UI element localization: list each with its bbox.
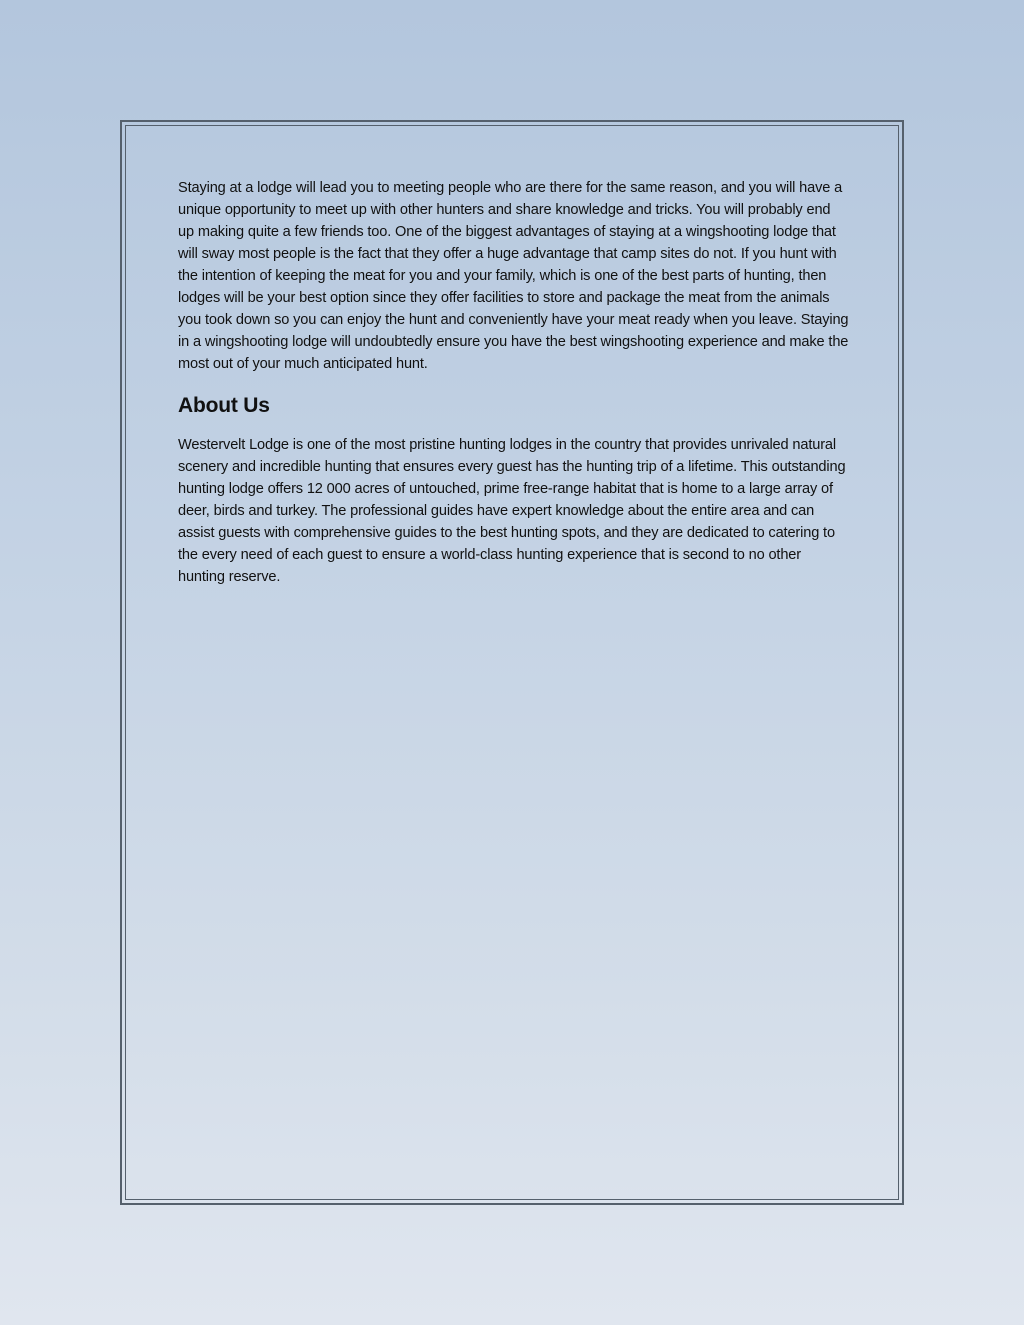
intro-paragraph: Staying at a lodge will lead you to meeting people who are there for the same reason, and you will have a unique opportunity to meet up with other hunters and share knowledge and tricks. You will probably end up making quite a few friends too. One of the biggest advantages of staying at a wingshooting lodge that will sway most people is the fact that they offer a huge advantage that camp sites do not. If you hunt with the intention of keeping the meat for you and your family, which is one of the best parts of hunting, then lodges will be your best option since they offer facilities to store and package the meat from the animals you took down so you can enjoy the hunt and conveniently have your meat ready when you leave. Staying in a wingshooting lodge will undoubtedly ensure you have the best wingshooting experience and make the most out of your much anticipated hunt.: [178, 180, 849, 372]
document-body: [178, 177, 850, 588]
about-us-heading: About Us: [178, 394, 270, 417]
about-us-paragraph: Westervelt Lodge is one of the most pristine hunting lodges in the country that provides unrivaled natural scenery and incredible hunting that ensures every guest has the hunting trip of a lifetime. This outstanding hunting lodge offers 12 000 acres of untouched, prime free-range habitat that is home to a large array of deer, birds and turkey. The professional guides have expert knowledge about the entire area and can assist guests with comprehensive guides to the best hunting spots, and they are dedicated to catering to the every need of each guest to ensure a world-class hunting experience that is second to no other hunting reserve.: [178, 437, 846, 585]
